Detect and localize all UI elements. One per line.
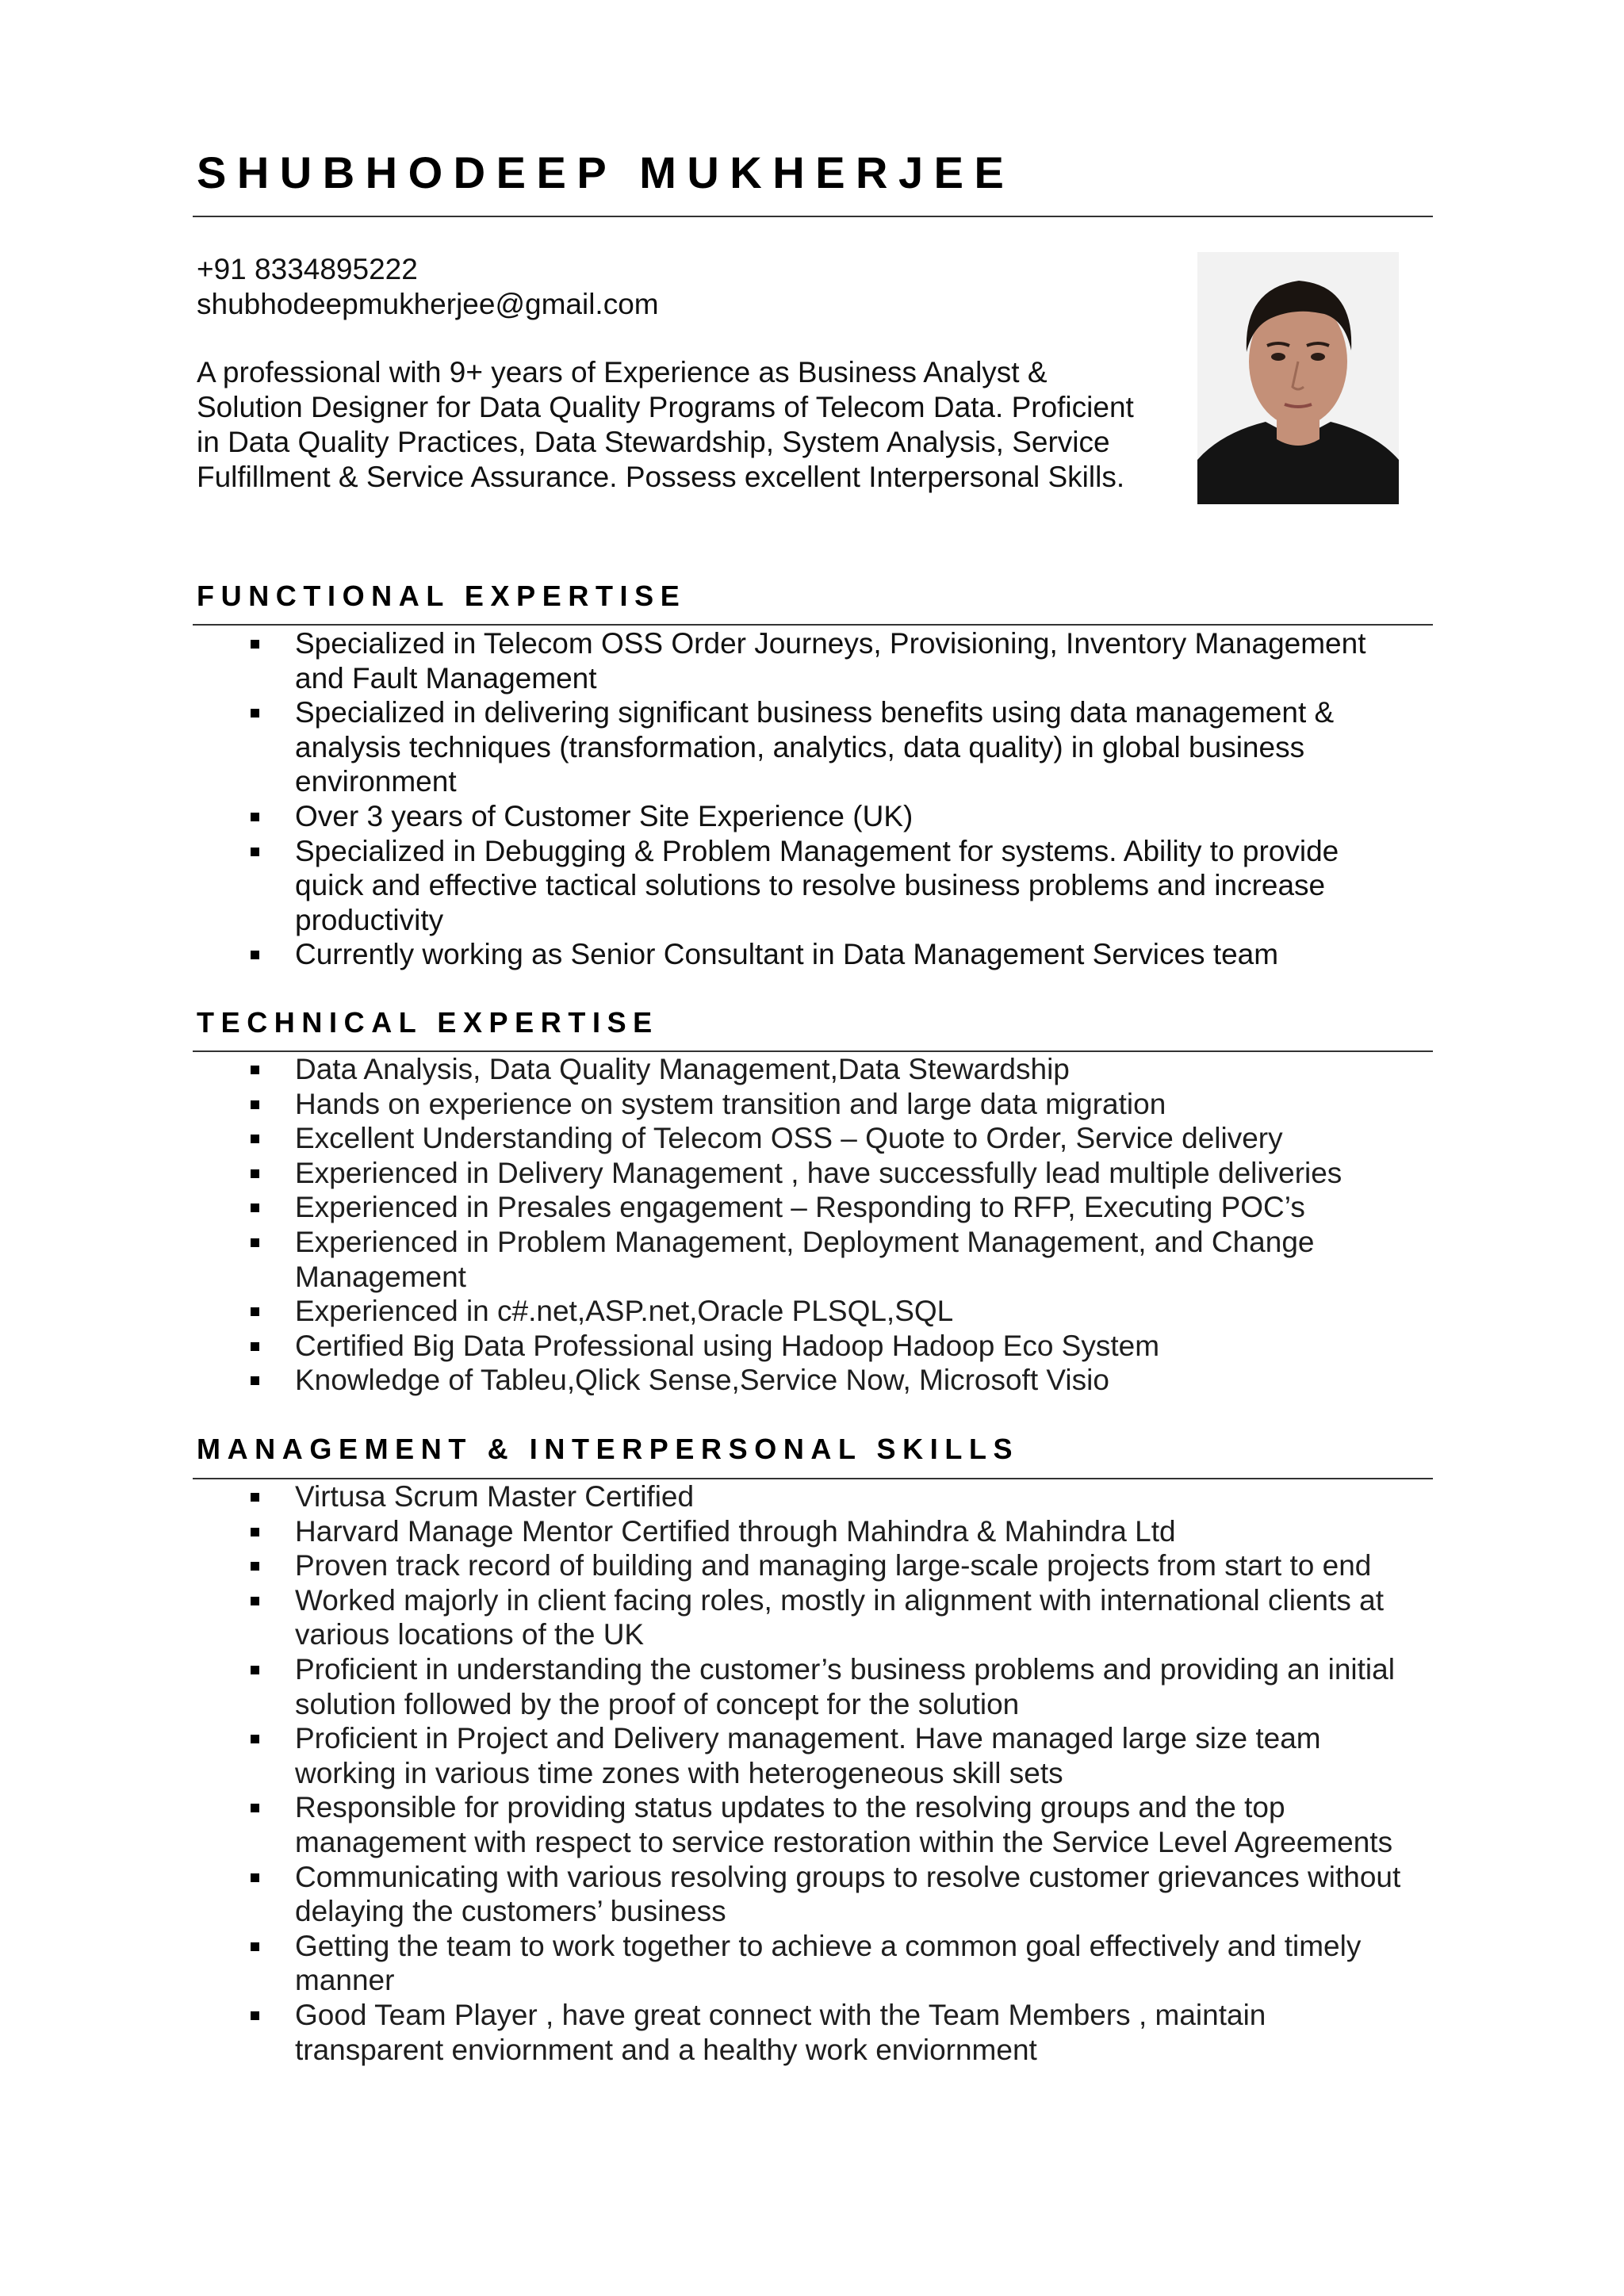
list-item-line: Experienced in Delivery Management , have successfully lead multiple deliveries [295,1156,1342,1189]
list-item [244,1514,1400,1549]
square-bullet-icon [251,1169,259,1178]
list-item-line: Harvard Manage Mentor Certified through Mahindra & Mahindra Ltd [295,1514,1176,1548]
list-item-line: Good Team Player , have great connect with the Team Members , maintain [295,1998,1266,2031]
list-item [244,1998,1400,2067]
summary-line: Fulfillment & Service Assurance. Possess excellent Interpersonal Skills. [197,461,1125,493]
list-item-line: Proficient in understanding the customer’s business problems and providing an initial [295,1652,1395,1686]
square-bullet-icon [251,1238,259,1247]
list-item [244,695,1365,799]
list-item [244,626,1365,695]
list-item-line: Virtusa Scrum Master Certified [295,1480,695,1513]
list-item-line: Specialized in delivering significant business benefits using data management & [295,696,1335,729]
list-item [244,834,1365,938]
square-bullet-icon [251,1135,259,1143]
list-item-line: analysis techniques (transformation, analytics, data quality) in global business [295,730,1305,763]
square-bullet-icon [251,1597,259,1605]
list-item-line: Hands on experience on system transition and large data migration [295,1087,1166,1120]
list-item [244,1190,1342,1225]
list-item-line: Over 3 years of Customer Site Experience (UK) [295,799,914,832]
square-bullet-icon [251,1203,259,1212]
list-item [244,1479,1400,1514]
square-bullet-icon [251,1528,259,1536]
list-item-line: delaying the customers’ business [295,1895,726,1928]
list-item-line: Data Analysis, Data Quality Management,Data Stewardship [295,1053,1070,1085]
square-bullet-icon [251,1376,259,1385]
square-bullet-icon [251,1873,259,1882]
square-bullet-icon [251,1307,259,1316]
name-divider [193,216,1433,217]
phone-number: +91 8334895222 [197,253,418,285]
list-item-line: Getting the team to work together to achieve a common goal effectively and timely [295,1929,1362,1962]
list-item-line: Experienced in c#.net,ASP.net,Oracle PLSQL,SQL [295,1295,954,1328]
list-item-line: Knowledge of Tableu,Qlick Sense,Service Now, Microsoft Visio [295,1364,1109,1397]
list-item [244,1087,1342,1122]
list-item [244,799,1365,834]
list-item [244,1121,1342,1156]
square-bullet-icon [251,1942,259,1951]
section-heading-technical: TECHNICAL EXPERTISE [197,1006,659,1039]
list-item-line: Proven track record of building and managing large-scale projects from start to end [295,1549,1372,1582]
contact-block [197,252,659,322]
management-skills-list [244,1479,1400,2067]
square-bullet-icon [251,640,259,649]
square-bullet-icon [251,1066,259,1074]
list-item-line: Proficient in Project and Delivery management. Have managed large size team [295,1722,1321,1755]
list-item-line: working in various time zones with heterogeneous skill sets [295,1756,1063,1789]
list-item [244,1363,1342,1398]
square-bullet-icon [251,1562,259,1571]
list-item-line: productivity [295,903,444,936]
square-bullet-icon [251,848,259,856]
list-item [244,937,1365,972]
list-item [244,1294,1342,1329]
list-item [244,1652,1400,1721]
list-item [244,1790,1400,1859]
list-item [244,1156,1342,1191]
list-item-line: Responsible for providing status updates to the resolving groups and the top [295,1791,1285,1824]
square-bullet-icon [251,2011,259,2020]
list-item-line: Communicating with various resolving groups to resolve customer grievances without [295,1860,1401,1893]
list-item [244,1052,1342,1087]
list-item [244,1225,1342,1294]
list-item-line: Worked majorly in client facing roles, mostly in alignment with international clients at [295,1583,1385,1617]
square-bullet-icon [251,1342,259,1351]
email-address: shubhodeepmukherjee@gmail.com [197,288,659,320]
summary-line: in Data Quality Practices, Data Stewardship, System Analysis, Service [197,426,1110,458]
list-item-line: manner [295,1964,395,1997]
list-item [244,1548,1400,1583]
list-item [244,1860,1400,1929]
summary-line: Solution Designer for Data Quality Programs of Telecom Data. Proficient [197,391,1134,423]
professional-summary [197,355,1134,495]
square-bullet-icon [251,1804,259,1812]
list-item-line: and Fault Management [295,661,597,695]
list-item-line: transparent enviornment and a healthy work enviornment [295,2033,1037,2066]
square-bullet-icon [251,1735,259,1743]
left-eye [1271,353,1285,361]
list-item-line: Certified Big Data Professional using Hadoop Hadoop Eco System [295,1329,1160,1362]
list-item-line: management with respect to service restoration within the Service Level Agreements [295,1825,1393,1858]
list-item-line: Specialized in Telecom OSS Order Journeys, Provisioning, Inventory Management [295,627,1366,660]
right-eye [1311,353,1325,361]
square-bullet-icon [251,1666,259,1674]
list-item-line: Experienced in Presales engagement – Responding to RFP, Executing POC’s [295,1191,1305,1224]
list-item [244,1329,1342,1364]
square-bullet-icon [251,1100,259,1109]
square-bullet-icon [251,813,259,821]
technical-expertise-list [244,1052,1342,1398]
list-item [244,1721,1400,1790]
list-item-line: Specialized in Debugging & Problem Management for systems. Ability to provide [295,834,1339,867]
portrait-illustration [1197,252,1399,504]
candidate-name: SHUBHODEEP MUKHERJEE [197,147,1015,197]
list-item [244,1929,1400,1998]
list-item-line: Currently working as Senior Consultant in Data Management Services team [295,938,1279,971]
list-item-line: Excellent Understanding of Telecom OSS – Quote to Order, Service delivery [295,1122,1283,1155]
list-item-line: environment [295,765,457,798]
square-bullet-icon [251,951,259,959]
section-heading-management: MANAGEMENT & INTERPERSONAL SKILLS [197,1433,1020,1465]
square-bullet-icon [251,1493,259,1502]
section-divider-functional [193,624,1433,626]
profile-photo [1197,252,1399,504]
list-item-line: various locations of the UK [295,1618,645,1651]
functional-expertise-list [244,626,1365,972]
list-item-line: Management [295,1260,466,1293]
square-bullet-icon [251,709,259,718]
list-item-line: quick and effective tactical solutions to resolve business problems and increase [295,869,1326,902]
summary-line: A professional with 9+ years of Experience as Business Analyst & [197,356,1048,388]
list-item [244,1583,1400,1652]
list-item-line: solution followed by the proof of concept for the solution [295,1687,1020,1720]
list-item-line: Experienced in Problem Management, Deployment Management, and Change [295,1225,1315,1258]
section-heading-functional: FUNCTIONAL EXPERTISE [197,580,687,612]
